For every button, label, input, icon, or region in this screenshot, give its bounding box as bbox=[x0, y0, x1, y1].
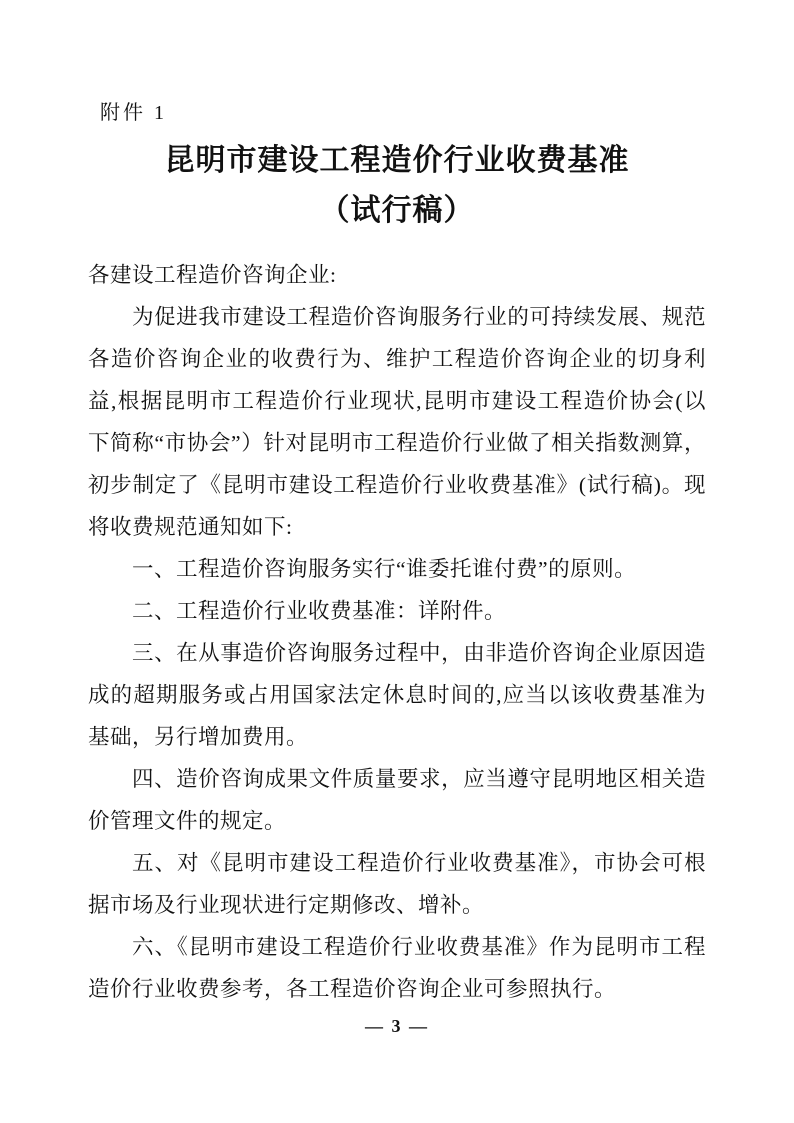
body-line: 初步制定了《昆明市建设工程造价行业收费基准》(试行稿)。现 bbox=[88, 473, 706, 497]
body-line: 四、造价咨询成果文件质量要求，应当遵守昆明地区相关造 bbox=[132, 767, 706, 791]
body-line: 益,根据昆明市工程造价行业现状,昆明市建设工程造价协会(以 bbox=[88, 389, 706, 413]
body-line: 二、工程造价行业收费基准：详附件。 bbox=[132, 599, 507, 623]
document-body bbox=[88, 254, 706, 1010]
body-line: 据市场及行业现状进行定期修改、增补。 bbox=[88, 893, 485, 917]
body-line: 五、对《昆明市建设工程造价行业收费基准》，市协会可根 bbox=[132, 851, 706, 875]
body-line: 成的超期服务或占用国家法定休息时间的,应当以该收费基准为 bbox=[88, 683, 706, 707]
document-title bbox=[0, 136, 794, 236]
page-number: — 3 — bbox=[365, 1016, 429, 1036]
document-title-line1: 昆明市建设工程造价行业收费基准 bbox=[164, 143, 630, 178]
body-line: 价管理文件的规定。 bbox=[88, 809, 287, 833]
body-line: 三、在从事造价咨询服务过程中，由非造价咨询企业原因造 bbox=[132, 641, 706, 665]
body-line: 基础，另行增加费用。 bbox=[88, 725, 309, 749]
body-line: 为促进我市建设工程造价咨询服务行业的可持续发展、规范 bbox=[132, 305, 706, 329]
body-line: 造价行业收费参考，各工程造价咨询企业可参照执行。 bbox=[88, 977, 617, 1001]
attachment-label: 附件 1 bbox=[100, 102, 167, 124]
body-line: 各造价咨询企业的收费行为、维护工程造价咨询企业的切身利 bbox=[88, 347, 706, 371]
document-title-line2: （试行稿） bbox=[319, 193, 475, 228]
body-line: 一、工程造价咨询服务实行“谁委托谁付费”的原则。 bbox=[132, 557, 637, 581]
body-line: 下简称“市协会”）针对昆明市工程造价行业做了相关指数测算， bbox=[88, 431, 706, 455]
body-line: 将收费规范通知如下: bbox=[88, 515, 293, 539]
body-line: 各建设工程造价咨询企业: bbox=[88, 263, 337, 287]
body-line: 六、《昆明市建设工程造价行业收费基准》作为昆明市工程 bbox=[132, 935, 706, 959]
